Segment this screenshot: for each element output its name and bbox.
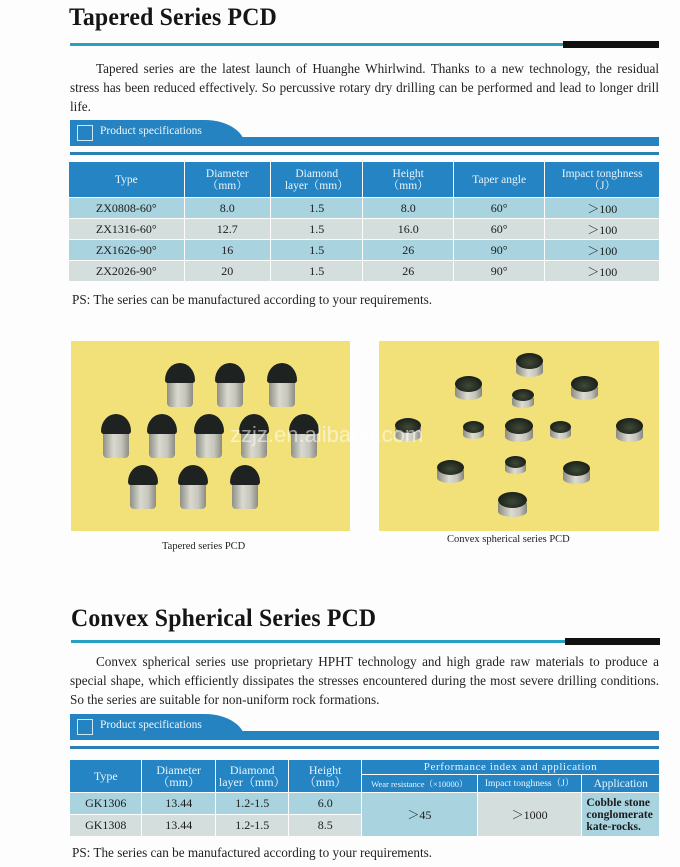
ps-note: PS: The series can be manufactured according to your requirements. [72,292,433,307]
section-title-convex: Convex Spherical Series PCD [71,605,377,632]
convex-pcd-disc [516,353,543,377]
convex-pcd-disc [463,421,484,439]
watermark: zzjz.en.alibaba.com [230,422,424,447]
wear-resistance-cell: ＞45 [362,793,477,836]
tapered-pcd-insert [194,414,224,458]
convex-pcd-disc [455,376,482,400]
header-cell: Impact tonghness （J） [545,162,659,197]
header-cell: Taper angle [454,162,544,197]
tapered-pcd-insert [230,465,260,509]
spec-label: Product specifications [100,125,202,137]
convex-pcd-disc [505,456,526,474]
spec-header-band [70,714,659,750]
subheader-cell: Wear resistance（×10000） [362,775,477,792]
title-rule [71,640,571,643]
tapered-pcd-insert [165,363,195,407]
tapered-photo-caption: Tapered series PCD [162,541,246,552]
tapered-pcd-insert [147,414,177,458]
spec-header-band [70,120,659,156]
title-rule-end [565,638,660,645]
tapered-pcd-insert [101,414,131,458]
convex-pcd-disc [571,376,598,400]
header-cell: Diameter （mm） [142,760,214,792]
title-rule [70,43,570,46]
tapered-pcd-insert [215,363,245,407]
convex-photo-caption: Convex spherical series PCD [447,534,570,545]
tapered-pcd-insert [128,465,158,509]
table-row: ZX1626-90° 16 1.5 26 90° ＞100 [69,240,659,260]
table-row: GK1308 13.44 1.2-1.5 8.5 [70,815,659,836]
tapered-pcd-insert [178,465,208,509]
convex-pcd-disc [512,389,534,408]
group-header-cell: Performance index and application [362,760,659,774]
convex-spec-table [69,759,660,837]
header-cell: Height （mm） [363,162,452,197]
spec-label: Product specifications [100,719,202,731]
table-header-row [69,162,659,197]
header-cell: Diamond layer（mm） [271,162,362,197]
table-row: ZX0808-60° 8.0 1.5 8.0 60° ＞100 [69,198,659,218]
convex-pcd-disc [498,492,527,517]
header-cell: Type [69,162,184,197]
subheader-cell: Application [582,775,659,792]
convex-pcd-disc [550,421,571,439]
header-cell: Type [70,760,141,792]
header-cell: Height （mm） [289,760,360,792]
section-description: Tapered series are the latest launch of Huanghe Whirlwind. Thanks to a new technology, the residual stress has been reduced effectively. So percussive rotary dry drilling can be performed and lead to longer drill life. [70,61,659,114]
impact-toughness-cell: ＞1000 [478,793,582,836]
section-title-tapered: Tapered Series PCD [69,4,277,31]
tapered-spec-table [68,161,660,282]
convex-pcd-disc [505,418,533,442]
ps-note: PS: The series can be manufactured according to your requirements. [72,845,433,860]
table-row: ZX2026-90° 20 1.5 26 90° ＞100 [69,261,659,281]
section-description: Convex spherical series use proprietary HPHT technology and high grade raw materials to produce a special shape, which efficiently dissipates the stresses encountered during the most severe drilling conditions. So the series are suitable for non-uniform rock formations. [70,654,659,707]
title-rule-end [563,41,659,48]
tapered-pcd-insert [267,363,297,407]
table-row: ZX1316-60° 12.7 1.5 16.0 60° ＞100 [69,219,659,239]
application-cell: Cobble stone conglomerate kate-rocks. [582,793,659,836]
convex-pcd-disc [437,460,464,483]
header-cell: Diameter （mm） [185,162,270,197]
header-cell: Diamond layer（mm） [216,760,288,792]
checkbox-square-icon [77,719,93,735]
table-header-row [70,760,659,774]
table-row: GK1306 13.44 1.2-1.5 6.0 ＞45 ＞1000 Cobble stone conglomerate kate-rocks. [70,793,659,814]
checkbox-square-icon [77,125,93,141]
subheader-cell: Impact tonghness（J） [478,775,582,792]
convex-pcd-disc [616,418,643,442]
convex-pcd-disc [563,461,590,484]
